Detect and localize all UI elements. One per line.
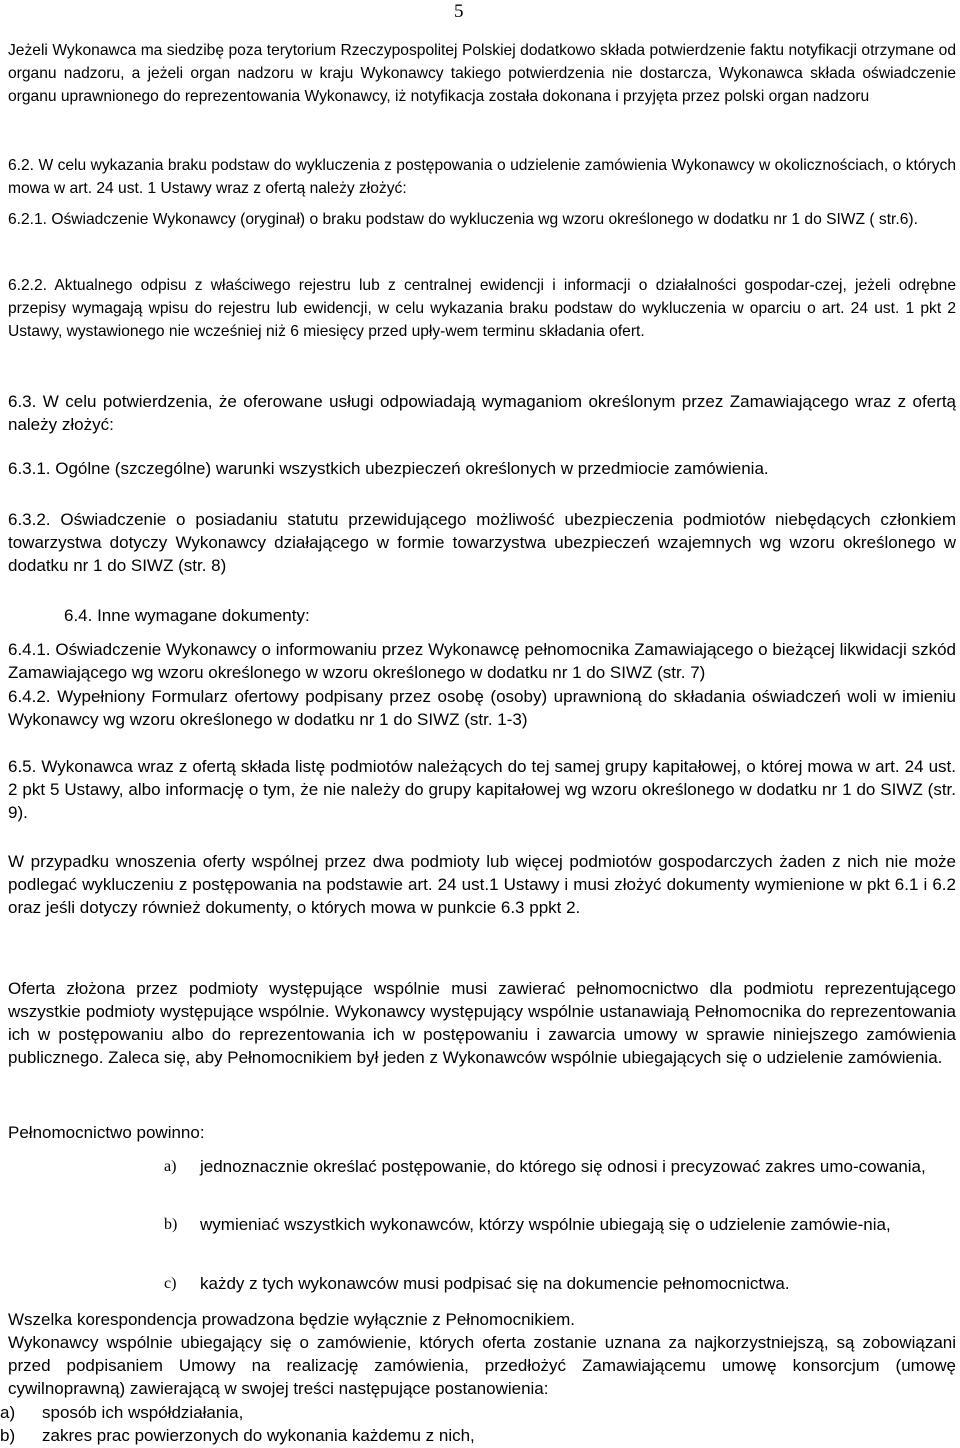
consortium-list-item xyxy=(0,1401,956,1424)
paragraph-6-4: 6.4. Inne wymagane dokumenty: xyxy=(64,606,310,625)
paragraph-6-2-1: 6.2.1. Oświadczenie Wykonawcy (oryginał) o braku podstaw do wykluczenia wg wzoru określonego w dodatku nr 1 do SIWZ ( str.6). xyxy=(8,211,918,228)
paragraph-correspondence: Wszelka korespondencja prowadzona będzie wyłącznie z Pełnomocnikiem. xyxy=(8,1310,575,1329)
paragraph-6-2-2: 6.2.2. Aktualnego odpisu z właściwego rejestru lub z centralnej ewidencji i informacji o działalności gospodar-czej, jeżeli odrębne przepisy wymagają wpisu do rejestru lub ewidencji, w celu wykazania braku podstaw do wykluczenia w oparciu o art. 24 ust. 1 pkt 2 Ustawy, wystawionego nie wcześniej niż 6 miesięcy przed upły-wem terminu składania ofert. xyxy=(8,277,956,340)
list-item-text: każdy z tych wykonawców musi podpisać się na dokumencie pełnomocnictwa. xyxy=(200,1274,790,1293)
list-item-text: jednoznacznie określać postępowanie, do którego się odnosi i precyzować zakres umo-cowania, xyxy=(200,1157,926,1176)
paragraph-joint-offer: W przypadku wnoszenia oferty wspólnej przez dwa podmioty lub więcej podmiotów gospodarczych żaden z nich nie może podlegać wykluczeniu z postępowania na podstawie art. 24 ust.1 Ustawy i musi złożyć dokumenty wymienione w pkt 6.1 i 6.2 oraz jeśli dotyczy również dokumenty, o których mowa w punkcie 6.3 ppkt 2. xyxy=(8,852,956,917)
list-marker: b) xyxy=(164,1216,178,1233)
paragraph-power-heading: Pełnomocnictwo powinno: xyxy=(8,1123,205,1142)
paragraph-6-5: 6.5. Wykonawca wraz z ofertą składa listę podmiotów należących do tej samej grupy kapitałowej, o której mowa w art. 24 ust. 2 pkt 5 Ustawy, albo informację o tym, że nie należy do grupy kapitałowej wg wzoru określonego w dodatku nr 1 do SIWZ (str. 9). xyxy=(8,757,956,822)
paragraph-offer-power-of-attorney: Oferta złożona przez podmioty występujące wspólnie musi zawierać pełnomocnictwo dla podmiotu reprezentującego wszystkie podmioty występujące wspólnie. Wykonawcy występujący wspólnie ustanawiają Pełnomocnika do reprezentowania ich w postępowaniu albo do reprezentowania ich w postępowaniu i zawarcia umowy w sprawie niniejszego zamówienia publicznego. Zaleca się, aby Pełnomocnikiem był jeden z Wykonawców wspólnie ubiegających się o udzielenie zamówienia. xyxy=(8,979,956,1067)
paragraph-6-4-1: 6.4.1. Oświadczenie Wykonawcy o informowaniu przez Wykonawcę pełnomocnika Zamawiającego o bieżącej likwidacji szkód Zamawiającego wg wzoru określonego w wzoru określonego w dodatku nr 1 do SIWZ (str. 7) xyxy=(8,640,956,682)
power-list-item xyxy=(164,1155,956,1178)
consortium-list-item xyxy=(0,1424,956,1447)
power-list-item xyxy=(164,1213,956,1236)
list-item-text: wymieniać wszystkich wykonawców, którzy wspólnie ubiegają się o udzielenie zamówie-nia, xyxy=(200,1215,891,1234)
list-item-text: sposób ich współdziałania, xyxy=(42,1403,244,1422)
list-marker: a) xyxy=(164,1158,177,1175)
list-marker: c) xyxy=(164,1275,177,1292)
list-marker: a) xyxy=(0,1403,16,1422)
paragraph-6-3: 6.3. W celu potwierdzenia, że oferowane usługi odpowiadają wymaganiom określonym przez Zamawiającego wraz z ofertą należy złożyć: xyxy=(8,392,956,434)
paragraph-6-2: 6.2. W celu wykazania braku podstaw do wykluczenia z postępowania o udzielenie zamówienia Wykonawcy w okolicznościach, o których mowa w art. 24 ust. 1 Ustawy wraz z ofertą należy złożyć: xyxy=(8,157,956,197)
paragraph-consortium: Wykonawcy wspólnie ubiegający się o zamówienie, których oferta zostanie uznana za najkorzystniejszą, są zobowiązani przed podpisaniem Umowy na realizację zamówienia, przedłożyć Zamawiającemu umowę konsorcjum (umowę cywilnoprawną) zawierającą w swojej treści następujące postanowienia: xyxy=(8,1333,956,1398)
paragraph-6-4-2: 6.4.2. Wypełniony Formularz ofertowy podpisany przez osobę (osoby) uprawnioną do składania oświadczeń woli w imieniu Wykonawcy wg wzoru określonego w dodatku nr 1 do SIWZ (str. 1-3) xyxy=(8,687,956,729)
list-item-text: zakres prac powierzonych do wykonania każdemu z nich, xyxy=(42,1426,475,1445)
page-number: 5 xyxy=(454,1,464,22)
paragraph-6-3-1: 6.3.1. Ogólne (szczególne) warunki wszystkich ubezpieczeń określonych w przedmiocie zamówienia. xyxy=(8,459,769,478)
list-marker: b) xyxy=(0,1426,16,1445)
paragraph-intro: Jeżeli Wykonawca ma siedzibę poza terytorium Rzeczypospolitej Polskiej dodatkowo składa potwierdzenie faktu notyfikacji otrzymane od organu nadzoru, a jeżeli organ nadzoru w kraju Wykonawcy takiego potwierdzenia nie dostarcza, Wykonawca składa oświadczenie organu uprawnionego do reprezentowania Wykonawcy, iż notyfikacja została dokonana i przyjęta przez polski organ nadzoru xyxy=(8,42,956,105)
paragraph-6-3-2: 6.3.2. Oświadczenie o posiadaniu statutu przewidującego możliwość ubezpieczenia podmiotów niebędących członkiem towarzystwa dotyczy Wykonawcy działającego w formie towarzystwa ubezpieczeń wzajemnych wg wzoru określonego w dodatku nr 1 do SIWZ (str. 8) xyxy=(8,510,956,575)
power-list-item xyxy=(164,1272,956,1295)
